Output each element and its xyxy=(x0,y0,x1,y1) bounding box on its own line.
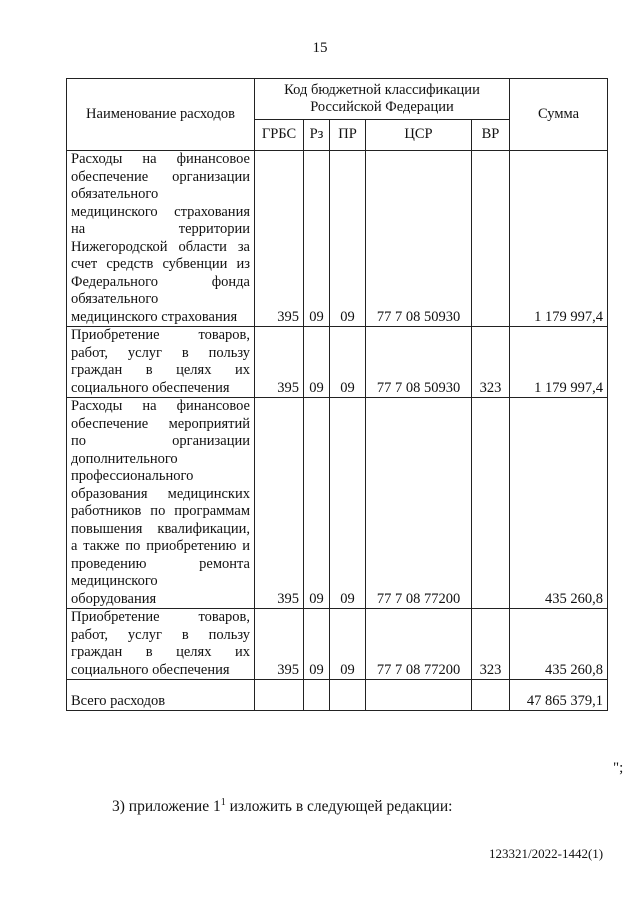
cell-sum: 435 260,8 xyxy=(510,609,608,680)
cell-rz: 09 xyxy=(304,398,330,609)
row-name-line: работ, услуг в пользу xyxy=(71,344,250,361)
cell-grbs: 395 xyxy=(255,151,304,327)
row-name-line: обеспечение мероприятий xyxy=(71,415,250,432)
total-empty-cell xyxy=(255,680,304,711)
row-name-line: граждан в целях их xyxy=(71,362,250,378)
cell-vr: 323 xyxy=(472,327,510,398)
total-row xyxy=(67,680,608,711)
row-name-cell xyxy=(67,609,255,680)
row-name-line: Федерального фонда xyxy=(71,273,250,290)
cell-sum: 1 179 997,4 xyxy=(510,151,608,327)
instruction-before: 3) приложение 1 xyxy=(112,798,221,816)
cell-grbs: 395 xyxy=(255,398,304,609)
row-name-line: обязательного xyxy=(71,291,159,307)
header-sum: Сумма xyxy=(510,79,608,151)
cell-pr: 09 xyxy=(330,398,366,609)
row-name-line: Приобретение товаров, xyxy=(71,327,250,343)
row-name-line: медицинского страхования xyxy=(71,308,238,325)
cell-grbs: 395 xyxy=(255,327,304,398)
total-empty-cell xyxy=(472,680,510,711)
row-name-line: Расходы на финансовое xyxy=(71,398,250,414)
total-empty-cell xyxy=(366,680,472,711)
row-name-line: социального обеспечения xyxy=(71,379,230,396)
row-name-line: медицинского xyxy=(71,573,158,589)
row-name-cell xyxy=(67,327,255,398)
row-name-line: Нижегородской области за xyxy=(71,238,250,255)
cell-pr: 09 xyxy=(330,609,366,680)
row-name-line: Приобретение товаров, xyxy=(71,609,250,625)
instruction-text xyxy=(112,797,452,816)
cell-rz: 09 xyxy=(304,609,330,680)
document-id: 123321/2022-1442(1) xyxy=(489,846,604,861)
row-name-cell xyxy=(67,398,255,609)
cell-grbs: 395 xyxy=(255,609,304,680)
table-row xyxy=(67,609,608,680)
total-sum: 47 865 379,1 xyxy=(510,680,608,711)
cell-sum: 1 179 997,4 xyxy=(510,327,608,398)
row-name-line: граждан в целях их xyxy=(71,644,250,660)
total-empty-cell xyxy=(330,680,366,711)
row-name-line: проведению ремонта xyxy=(71,555,250,572)
total-label: Всего расходов xyxy=(67,680,255,711)
row-name-line: обеспечение организации xyxy=(71,168,250,185)
row-name-line: на территории xyxy=(71,221,250,237)
instruction-superscript: 1 xyxy=(220,797,226,808)
header-csr: ЦСР xyxy=(366,120,472,151)
header-pr: ПР xyxy=(330,120,366,151)
header-rz: Рз xyxy=(304,120,330,151)
cell-vr xyxy=(472,398,510,609)
budget-table xyxy=(66,78,608,711)
cell-rz: 09 xyxy=(304,327,330,398)
cell-vr xyxy=(472,151,510,327)
header-grbs: ГРБС xyxy=(255,120,304,151)
header-vr: ВР xyxy=(472,120,510,151)
row-name-line: социального обеспечения xyxy=(71,661,230,678)
cell-rz: 09 xyxy=(304,151,330,327)
table-body xyxy=(67,151,608,680)
row-name-line: Расходы на финансовое xyxy=(71,151,250,167)
row-name-line: оборудования xyxy=(71,590,157,607)
total-empty-cell xyxy=(304,680,330,711)
cell-pr: 09 xyxy=(330,151,366,327)
row-name-line: по организации xyxy=(71,433,250,449)
row-name-cell xyxy=(67,151,255,327)
row-name-line: повышения квалификации, xyxy=(71,520,250,537)
row-name-line: работников по программам xyxy=(71,503,250,519)
table-row xyxy=(67,327,608,398)
row-name-line: профессионального xyxy=(71,468,194,484)
row-name-line: обязательного xyxy=(71,186,159,202)
closing-quote-mark: "; xyxy=(613,760,624,776)
header-code-group: Код бюджетной классификации Российской Федерации xyxy=(255,79,510,120)
cell-vr: 323 xyxy=(472,609,510,680)
cell-csr: 77 7 08 77200 xyxy=(366,398,472,609)
cell-csr: 77 7 08 50930 xyxy=(366,151,472,327)
cell-pr: 09 xyxy=(330,327,366,398)
row-name-line: медицинского страхования xyxy=(71,203,250,220)
table-row xyxy=(67,151,608,327)
cell-sum: 435 260,8 xyxy=(510,398,608,609)
row-name-line: счет средств субвенции из xyxy=(71,256,250,272)
instruction-after: изложить в следующей редакции: xyxy=(225,798,453,816)
row-name-line: дополнительного xyxy=(71,450,178,467)
row-name-line: образования медицинских xyxy=(71,485,250,502)
page-number: 15 xyxy=(312,40,328,56)
row-name-line: работ, услуг в пользу xyxy=(71,626,250,643)
table-row xyxy=(67,398,608,609)
header-name: Наименование расходов xyxy=(67,79,255,151)
cell-csr: 77 7 08 77200 xyxy=(366,609,472,680)
row-name-line: а также по приобретению и xyxy=(71,538,250,554)
cell-csr: 77 7 08 50930 xyxy=(366,327,472,398)
